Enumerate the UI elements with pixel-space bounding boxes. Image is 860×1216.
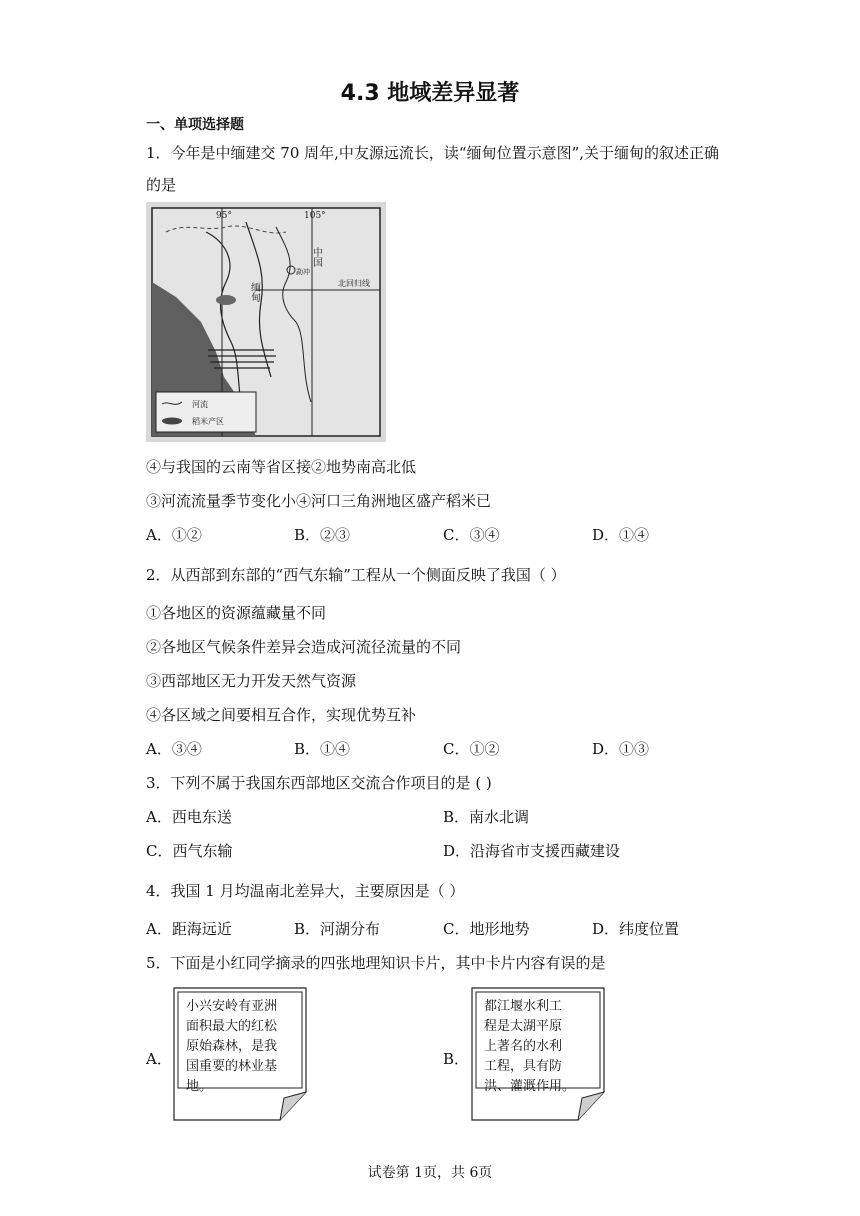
q2-item-1: ①各地区的资源蕴藏量不同 xyxy=(146,604,327,622)
page-footer: 试卷第 1页，共 6页 xyxy=(367,1165,493,1181)
card-a-line-1: 小兴安岭有亚洲 xyxy=(186,999,278,1014)
q2-option-a[interactable]: A．③④ xyxy=(146,740,202,758)
section-heading: 一、单项选择题 xyxy=(146,117,244,133)
q2-option-d[interactable]: D．①③ xyxy=(592,740,650,758)
tropic-label: 北回归线 xyxy=(338,279,370,288)
question-1-stem: 1．今年是中缅建交 70 周年,中友源远流长，读“缅甸位置示意图”,关于缅甸的叙述正确 xyxy=(146,144,720,162)
card-a-line-5: 地。 xyxy=(186,1079,213,1094)
question-3-stem: 3．下列不属于我国东西部地区交流合作项目的是 ( ) xyxy=(146,774,492,792)
q3-option-b[interactable]: B．南水北调 xyxy=(443,808,530,826)
myanmar-location-map xyxy=(146,202,386,442)
longitude-105-label: 105° xyxy=(304,211,326,221)
q2-item-3: ③西部地区无力开发天然气资源 xyxy=(146,672,357,690)
q4-option-d[interactable]: D．纬度位置 xyxy=(592,920,680,938)
q1-option-c[interactable]: C．③④ xyxy=(443,526,500,544)
q3-option-d[interactable]: D．沿海省市支援西藏建设 xyxy=(443,842,621,860)
q3-option-a[interactable]: A．西电东送 xyxy=(146,808,232,826)
longitude-95-label: 95° xyxy=(216,211,232,221)
city-label: 勐冲 xyxy=(296,268,310,276)
q2-option-c[interactable]: C．①② xyxy=(443,740,500,758)
card-b-label[interactable]: B． xyxy=(443,1050,470,1068)
card-a-line-3: 原始森林，是我 xyxy=(186,1039,278,1054)
question-1-stem-cont: 的是 xyxy=(146,176,177,194)
question-1-statement-1: ④与我国的云南等省区接②地势南高北低 xyxy=(146,458,417,476)
q4-option-b[interactable]: B．河湖分布 xyxy=(294,920,381,938)
knowledge-card-b[interactable] xyxy=(470,986,610,1126)
question-2-stem: 2．从西部到东部的“西气东输”工程从一个侧面反映了我国（ ） xyxy=(146,566,566,584)
knowledge-card-a[interactable] xyxy=(172,986,312,1126)
legend-rice-label: 稻米产区 xyxy=(192,417,224,426)
q2-item-4: ④各区域之间要相互合作，实现优势互补 xyxy=(146,706,417,724)
card-b-line-2: 程是太湖平原 xyxy=(484,1019,563,1034)
question-1-statement-2: ③河流流量季节变化小④河口三角洲地区盛产稻米已 xyxy=(146,492,492,510)
question-5-stem: 5．下面是小红同学摘录的四张地理知识卡片，其中卡片内容有误的是 xyxy=(146,954,606,972)
card-b-line-1: 都江堰水利工 xyxy=(484,999,563,1014)
legend-river-label: 河流 xyxy=(192,400,208,409)
q4-option-a[interactable]: A．距海远近 xyxy=(146,920,232,938)
q3-option-c[interactable]: C．西气东输 xyxy=(146,842,233,860)
card-a-line-4: 国重要的林业基 xyxy=(186,1059,278,1074)
page-title: 4.3 地域差异显著 xyxy=(340,81,520,106)
card-b-line-3: 上著名的水利 xyxy=(484,1039,563,1054)
q1-option-a[interactable]: A．①② xyxy=(146,526,202,544)
card-b-line-4: 工程，具有防 xyxy=(484,1059,563,1074)
q1-option-b[interactable]: B．②③ xyxy=(294,526,351,544)
q2-item-2: ②各地区气候条件差异会造成河流径流量的不同 xyxy=(146,638,462,656)
q1-option-d[interactable]: D．①④ xyxy=(592,526,650,544)
q4-option-c[interactable]: C．地形地势 xyxy=(443,920,530,938)
card-b-line-5: 洪、灌溉作用。 xyxy=(484,1079,576,1094)
china-label: 中国 xyxy=(310,247,322,267)
card-a-label[interactable]: A． xyxy=(146,1050,172,1068)
myanmar-label: 缅甸 xyxy=(248,282,260,302)
q2-option-b[interactable]: B．①④ xyxy=(294,740,351,758)
card-a-line-2: 面积最大的红松 xyxy=(186,1019,278,1034)
question-4-stem: 4．我国 1 月均温南北差异大，主要原因是（ ） xyxy=(146,882,465,900)
map-legend xyxy=(156,392,256,432)
